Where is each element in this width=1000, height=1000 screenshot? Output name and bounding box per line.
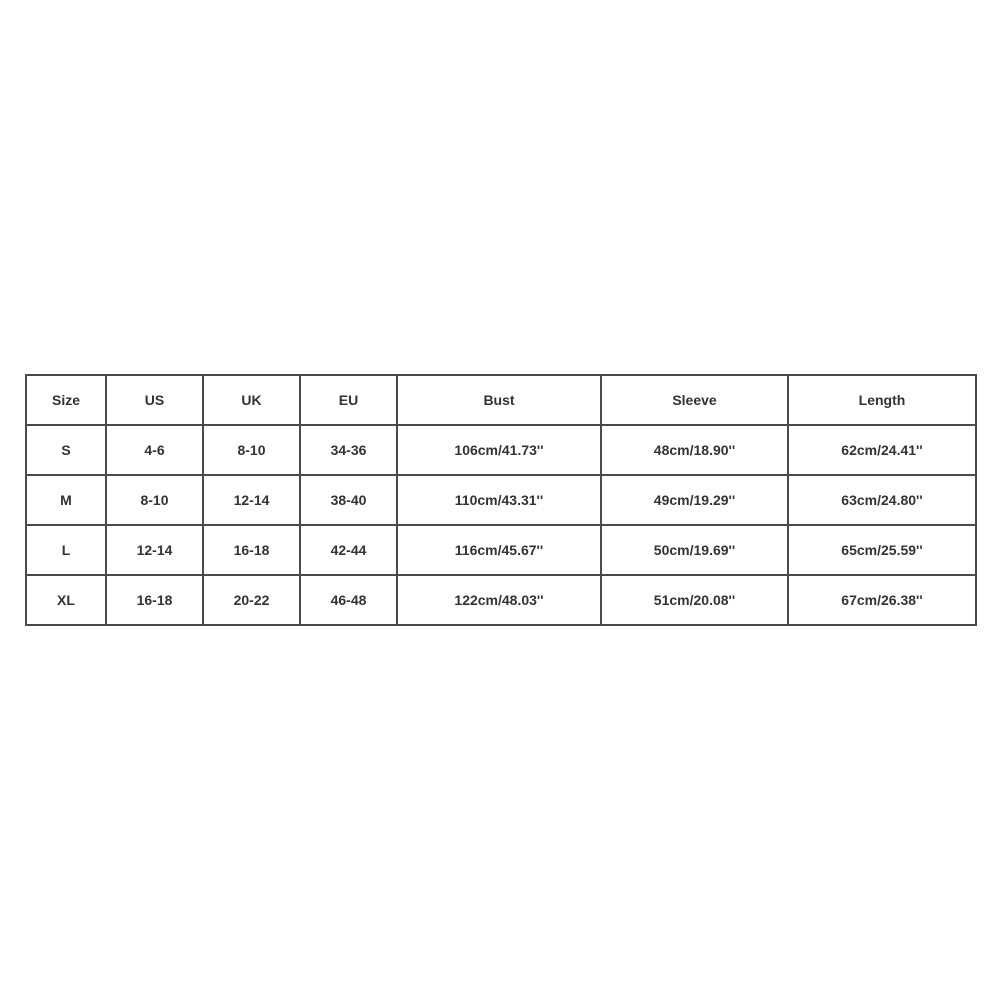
- header-bust: Bust: [397, 375, 601, 425]
- cell-us: 8-10: [106, 475, 203, 525]
- cell-uk: 12-14: [203, 475, 300, 525]
- table-row: [26, 575, 976, 625]
- table-row: [26, 425, 976, 475]
- table-row: [26, 525, 976, 575]
- cell-length: 63cm/24.80'': [788, 475, 976, 525]
- cell-uk: 16-18: [203, 525, 300, 575]
- cell-sleeve: 48cm/18.90'': [601, 425, 788, 475]
- cell-sleeve: 51cm/20.08'': [601, 575, 788, 625]
- cell-sleeve: 50cm/19.69'': [601, 525, 788, 575]
- cell-eu: 46-48: [300, 575, 397, 625]
- cell-size: L: [26, 525, 106, 575]
- cell-bust: 122cm/48.03'': [397, 575, 601, 625]
- cell-sleeve: 49cm/19.29'': [601, 475, 788, 525]
- header-sleeve: Sleeve: [601, 375, 788, 425]
- cell-bust: 110cm/43.31'': [397, 475, 601, 525]
- cell-length: 67cm/26.38'': [788, 575, 976, 625]
- header-uk: UK: [203, 375, 300, 425]
- cell-length: 62cm/24.41'': [788, 425, 976, 475]
- cell-length: 65cm/25.59'': [788, 525, 976, 575]
- cell-us: 16-18: [106, 575, 203, 625]
- header-length: Length: [788, 375, 976, 425]
- size-chart-table: [25, 374, 977, 626]
- cell-size: M: [26, 475, 106, 525]
- cell-bust: 116cm/45.67'': [397, 525, 601, 575]
- cell-size: XL: [26, 575, 106, 625]
- cell-us: 12-14: [106, 525, 203, 575]
- cell-uk: 20-22: [203, 575, 300, 625]
- header-eu: EU: [300, 375, 397, 425]
- cell-uk: 8-10: [203, 425, 300, 475]
- cell-eu: 38-40: [300, 475, 397, 525]
- cell-bust: 106cm/41.73'': [397, 425, 601, 475]
- cell-size: S: [26, 425, 106, 475]
- header-size: Size: [26, 375, 106, 425]
- table-row: [26, 475, 976, 525]
- table-header-row: [26, 375, 976, 425]
- cell-eu: 42-44: [300, 525, 397, 575]
- header-us: US: [106, 375, 203, 425]
- cell-eu: 34-36: [300, 425, 397, 475]
- cell-us: 4-6: [106, 425, 203, 475]
